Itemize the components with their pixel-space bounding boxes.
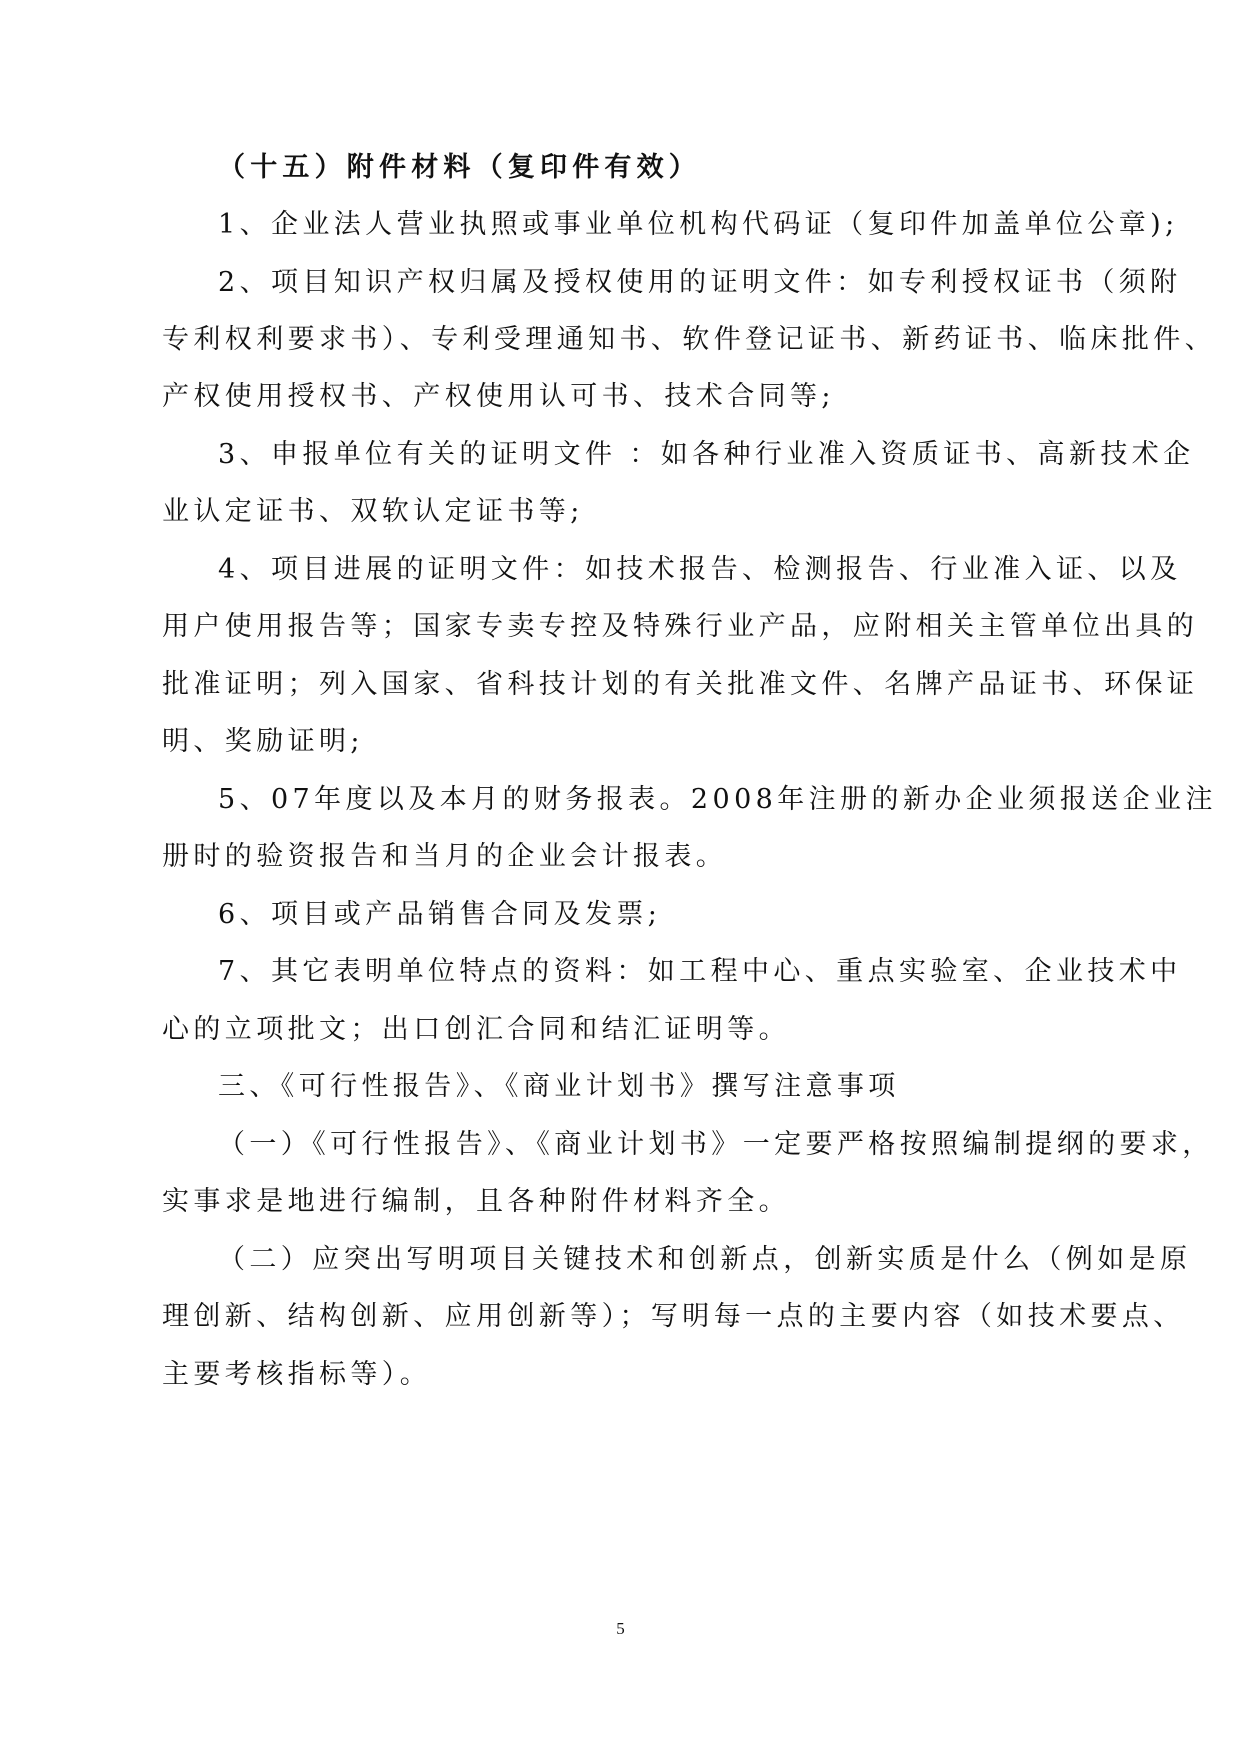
section-heading-notes: 三、《可行性报告》、《商业计划书》撰写注意事项 xyxy=(218,1071,900,1102)
list-item-5: 5、07年度以及本月的财务报表。2008年注册的新办企业须报送企业注 xyxy=(218,784,1217,815)
list-item-1: 1、企业法人营业执照或事业单位机构代码证（复印件加盖单位公章); xyxy=(218,209,1179,240)
paragraph-note-1-continued: 实事求是地进行编制，且各种附件材料齐全。 xyxy=(162,1186,790,1217)
paragraph-note-2-continued: 主要考核指标等）。 xyxy=(162,1359,432,1390)
list-item-3: 3、申报单位有关的证明文件 ：如各种行业准入资质证书、高新技术企 xyxy=(218,439,1195,470)
page-number: 5 xyxy=(616,1619,625,1638)
paragraph-note-1: （一）《可行性报告》、《商业计划书》一定要严格按照编制提纲的要求， xyxy=(218,1129,1214,1160)
list-item-4: 4、项目进展的证明文件：如技术报告、检测报告、行业准入证、以及 xyxy=(218,554,1182,585)
list-item-7: 7、其它表明单位特点的资料：如工程中心、重点实验室、企业技术中 xyxy=(218,956,1182,987)
list-item-6: 6、项目或产品销售合同及发票; xyxy=(218,899,662,930)
paragraph-note-2-continued: 理创新、结构创新、应用创新等）；写明每一点的主要内容（如技术要点、 xyxy=(162,1301,1185,1332)
paragraph-note-2: （二）应突出写明项目关键技术和创新点，创新实质是什么（例如是原 xyxy=(218,1244,1192,1275)
list-item-2-continued: 产权使用授权书、产权使用认可书、技术合同等; xyxy=(162,381,835,412)
list-item-4-continued: 批准证明；列入国家、省科技计划的有关批准文件、名牌产品证书、环保证 xyxy=(162,669,1199,700)
list-item-2-continued: 专利权利要求书）、专利受理通知书、软件登记证书、新药证书、临床批件、 xyxy=(162,324,1217,355)
list-item-5-continued: 册时的验资报告和当月的企业会计报表。 xyxy=(162,841,728,872)
list-item-2: 2、项目知识产权归属及授权使用的证明文件：如专利授权证书（须附 xyxy=(218,267,1182,298)
list-item-4-continued: 明、奖励证明; xyxy=(162,726,364,757)
list-item-3-continued: 业认定证书、双软认定证书等; xyxy=(162,496,584,527)
list-item-7-continued: 心的立项批文；出口创汇合同和结汇证明等。 xyxy=(162,1014,790,1045)
section-heading-attachments: （十五）附件材料（复印件有效） xyxy=(218,152,701,183)
list-item-4-continued: 用户使用报告等；国家专卖专控及特殊行业产品，应附相关主管单位出具的 xyxy=(162,611,1199,642)
